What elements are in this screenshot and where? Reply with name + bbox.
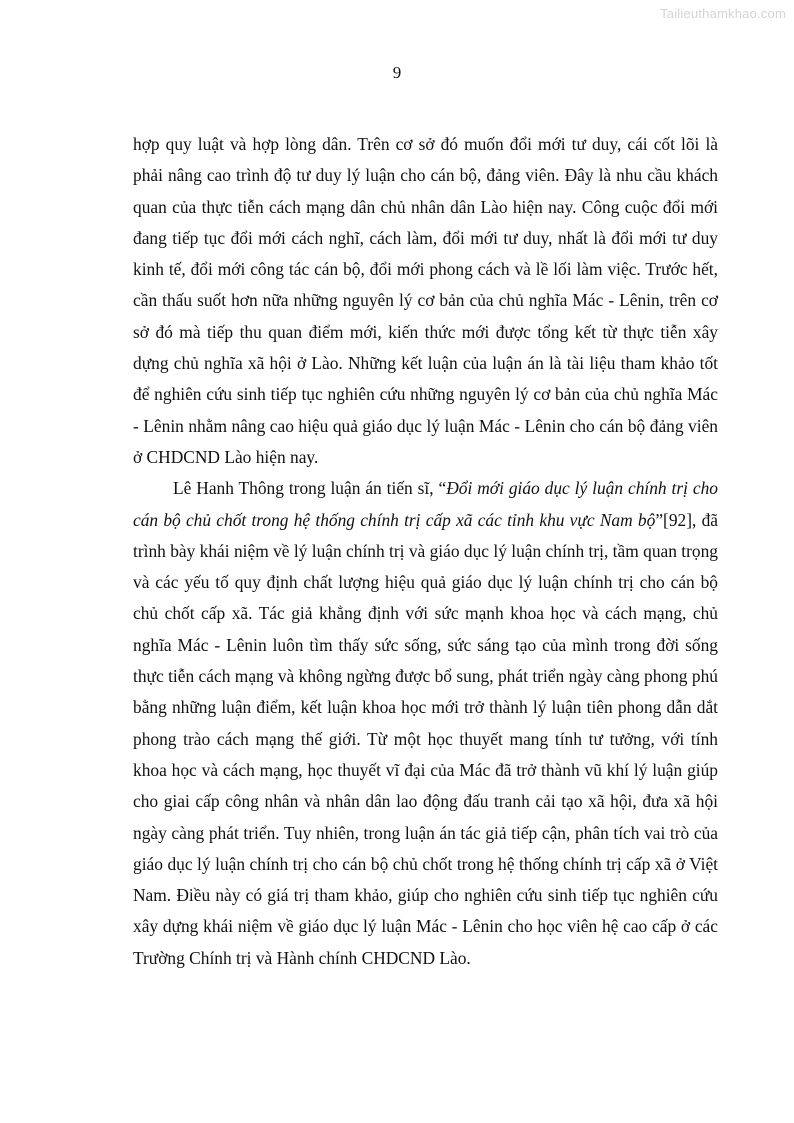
paragraph-1: hợp quy luật và hợp lòng dân. Trên cơ sở đó muốn đổi mới tư duy, cái cốt lõi là phải nâng cao trình độ tư duy lý luận cho cán bộ, đảng viên. Đây là nhu cầu khách quan của thực tiễn cách mạng dân chủ nhân dân Lào hiện nay. Công cuộc đổi mới đang tiếp tục đổi mới cách nghĩ, cách làm, đổi mới tư duy, nhất là đổi mới tư duy kinh tế, đổi mới công tác cán bộ, đổi mới phong cách và lề lối làm việc. Trước hết, cần thấu suốt hơn nữa những nguyên lý cơ bản của chủ nghĩa Mác - Lênin, trên cơ sở đó mà tiếp thu quan điểm mới, kiến thức mới được tổng kết từ thực tiễn xây dựng chủ nghĩa xã hội ở Lào. Những kết luận của luận án là tài liệu tham khảo tốt để nghiên cứu sinh tiếp tục nghiên cứu những nguyên lý cơ bản của chủ nghĩa Mác - Lênin nhằm nâng cao hiệu quả giáo dục lý luận Mác - Lênin cho cán bộ đảng viên ở CHDCND Lào hiện nay. <box>133 134 718 467</box>
thesis-title: Đổi mới giáo dục lý luận chính trị cho cán bộ chủ chốt trong hệ thống chính trị cấp xã các tỉnh khu vực Nam bộ <box>133 478 718 530</box>
paragraph-2-lead: Lê Hanh Thông trong luận án tiến sĩ, “ <box>173 478 447 499</box>
paragraph-2 <box>133 473 718 974</box>
document-body <box>133 129 718 974</box>
page-number: 9 <box>392 63 402 82</box>
watermark: Tailieuthamkhao.com <box>660 6 786 21</box>
paragraph-2-rest: ”[92], đã trình bày khái niệm về lý luận chính trị và giáo dục lý luận chính trị, tầm quan trọng và các yếu tố quy định chất lượng hiệu quả giáo dục lý luận chính trị cho cán bộ chủ chốt cấp xã. Tác giả khẳng định với sức mạnh khoa học và cách mạng, chủ nghĩa Mác - Lênin luôn tìm thấy sức sống, sức sáng tạo của mình trong đời sống thực tiễn cách mạng và không ngừng được bổ sung, phát triển ngày càng phong phú bằng những luận điểm, kết luận khoa học mới trở thành lý luận tiên phong dẫn dắt phong trào cách mạng thế giới. Từ một học thuyết mang tính tư tưởng, với tính khoa học và cách mạng, học thuyết vĩ đại của Mác đã trở thành vũ khí lý luận giúp cho giai cấp công nhân và nhân dân lao động đấu tranh cải tạo xã hội, đưa xã hội ngày càng phát triển. Tuy nhiên, trong luận án tác giả tiếp cận, phân tích vai trò của giáo dục lý luận chính trị cho cán bộ chủ chốt trong hệ thống chính trị cấp xã ở Việt Nam. Điều này có giá trị tham khảo, giúp cho nghiên cứu sinh tiếp tục nghiên cứu xây dựng khái niệm về giáo dục lý luận Mác - Lênin cho học viên hệ cao cấp ở các Trường Chính trị và Hành chính CHDCND Lào. <box>133 509 718 968</box>
